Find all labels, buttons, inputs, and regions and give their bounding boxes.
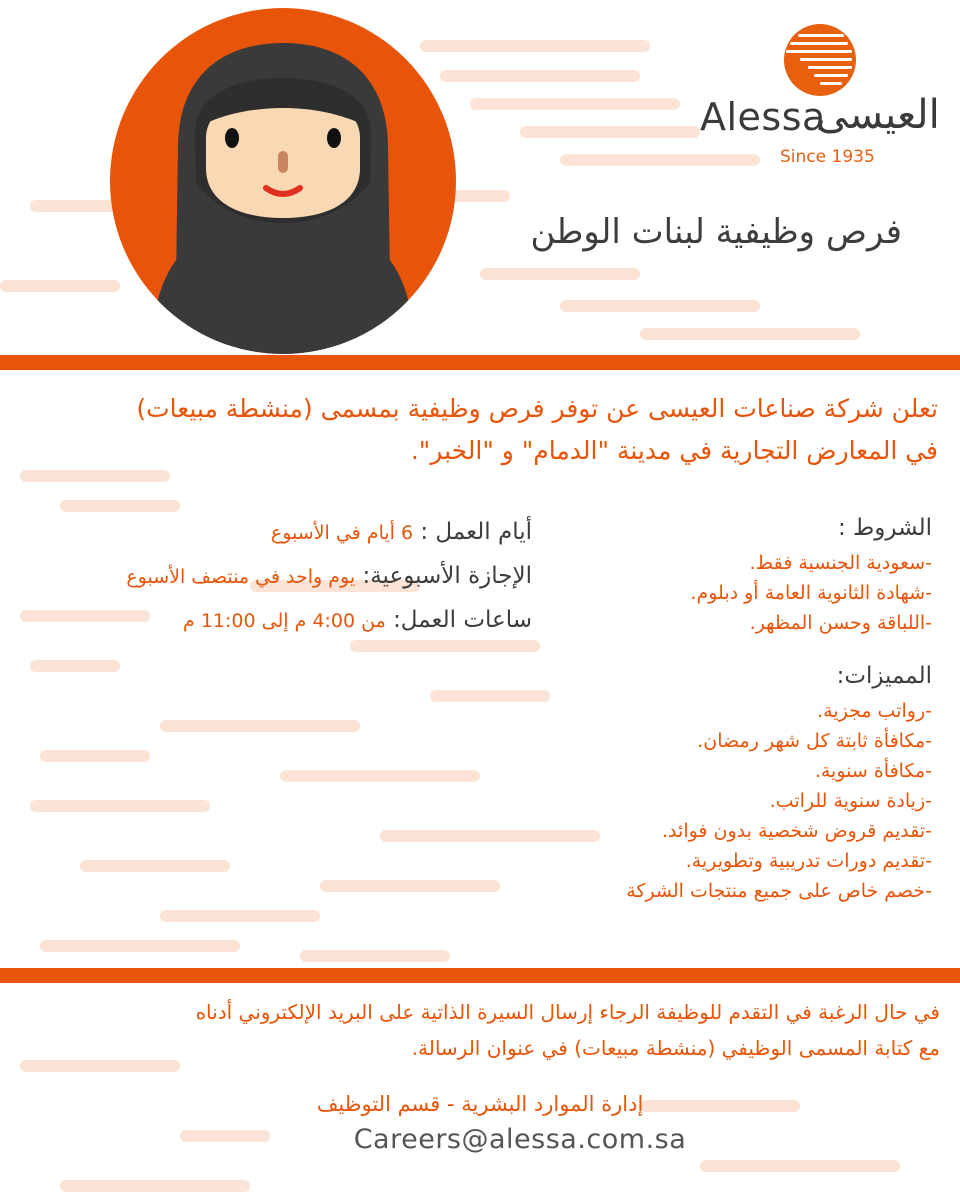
work-hours-value: من 4:00 م إلى 11:00 م <box>183 610 386 632</box>
benefit-item: -تقديم قروض شخصية بدون فوائد. <box>662 820 932 842</box>
careers-email-link[interactable]: Careers@alessa.com.sa <box>353 1124 687 1155</box>
benefit-item: -تقديم دورات تدريبية وتطويرية. <box>685 850 932 872</box>
condition-item: -سعودية الجنسية فقط. <box>749 552 932 574</box>
top-divider <box>0 355 960 370</box>
weekly-off-value: يوم واحد في منتصف الأسبوع <box>126 566 356 588</box>
benefit-item: -زيادة سنوية للراتب. <box>769 790 932 812</box>
condition-item: -شهادة الثانوية العامة أو دبلوم. <box>690 582 932 604</box>
apply-line-1: في حال الرغبة في التقدم للوظيفة الرجاء إرسال السيرة الذاتية على البريد الإلكتروني أدناه <box>195 1000 940 1024</box>
benefit-item: -رواتب مجزية. <box>817 700 932 722</box>
work-days-row <box>12 510 532 554</box>
requirements-column <box>532 508 932 906</box>
work-hours-label: ساعات العمل: <box>393 607 532 633</box>
page-title: فرص وظيفية لبنات الوطن <box>530 212 902 252</box>
benefits-title: المميزات: <box>836 663 932 689</box>
department-name: إدارة الموارد البشرية - قسم التوظيف <box>316 1092 644 1116</box>
work-hours-row <box>12 598 532 642</box>
intro-line-2: في المعارض التجارية في مدينة "الدمام" و "الخبر". <box>410 436 938 465</box>
work-days-value: 6 أيام في الأسبوع <box>270 522 414 544</box>
benefit-item: -خصم خاص على جميع منتجات الشركة <box>626 880 932 902</box>
intro-line-1: تعلن شركة صناعات العيسى عن توفر فرص وظيفية بمسمى (منشطة مبيعات) <box>136 394 938 423</box>
benefit-item: -مكافأة سنوية. <box>814 760 932 782</box>
benefit-item: -مكافأة ثابتة كل شهر رمضان. <box>697 730 932 752</box>
work-days-label: أيام العمل : <box>420 519 532 545</box>
conditions-title: الشروط : <box>837 515 932 541</box>
bottom-divider <box>0 968 960 983</box>
intro-paragraph <box>8 388 938 472</box>
brand-name-ar: العيسى <box>816 92 940 138</box>
apply-line-2: مع كتابة المسمى الوظيفي (منشطة مبيعات) في عنوان الرسالة. <box>411 1036 940 1060</box>
condition-item: -اللباقة وحسن المظهر. <box>749 612 932 634</box>
brand-since: Since 1935 <box>780 147 875 167</box>
weekly-off-label: الإجازة الأسبوعية: <box>362 563 532 589</box>
work-details <box>12 510 532 642</box>
brand-name-en: Alessa <box>700 95 826 139</box>
apply-instructions <box>10 994 940 1066</box>
woman-avatar-icon <box>110 8 456 354</box>
weekly-off-row <box>12 554 532 598</box>
